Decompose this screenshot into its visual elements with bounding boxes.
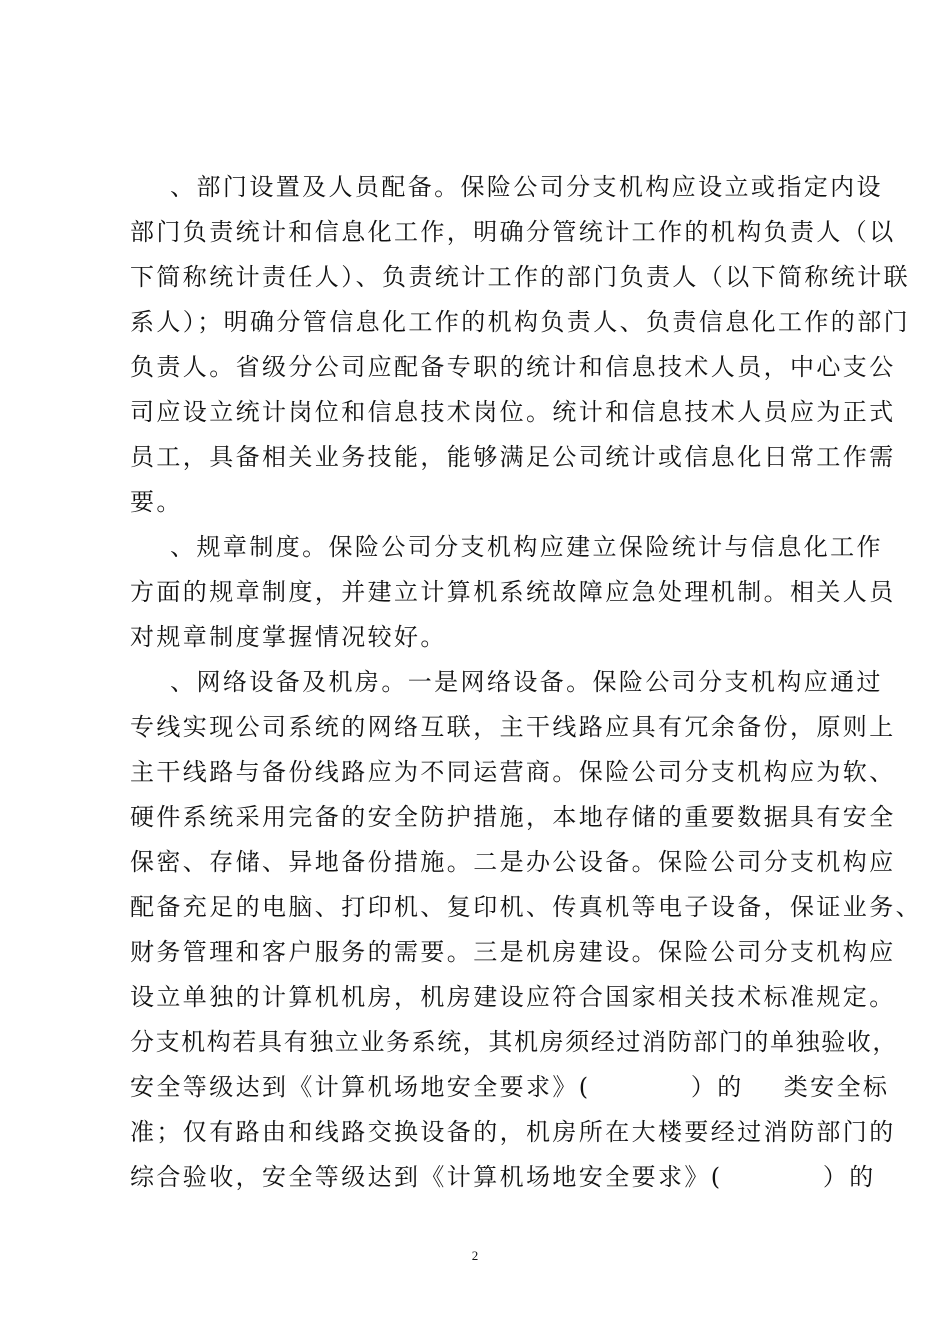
text-line: 司应设立统计岗位和信息技术岗位。统计和信息技术人员应为正式 <box>130 398 896 426</box>
text-line: 、部门设置及人员配备。保险公司分支机构应设立或指定内设 <box>130 173 883 201</box>
text-line: 专线实现公司系统的网络互联，主干线路应具有冗余备份，原则上 <box>130 713 896 741</box>
text-line: 准；仅有路由和线路交换设备的，机房所在大楼要经过消防部门的 <box>130 1118 896 1146</box>
text-line: 配备充足的电脑、打印机、复印机、传真机等电子设备，保证业务、 <box>130 893 922 921</box>
text-line: 系人）；明确分管信息化工作的机构负责人、负责信息化工作的部门 <box>130 308 910 336</box>
text-line: 分支机构若具有独立业务系统，其机房须经过消防部门的单独验收， <box>130 1028 898 1056</box>
text-line: 方面的规章制度，并建立计算机系统故障应急处理机制。相关人员 <box>130 578 896 606</box>
text-line: 设立单独的计算机机房，机房建设应符合国家相关技术标准规定。 <box>130 983 896 1011</box>
text-line: 主干线路与备份线路应为不同运营商。保险公司分支机构应为软、 <box>130 758 896 786</box>
text-line: 员工，具备相关业务技能，能够满足公司统计或信息化日常工作需 <box>130 443 896 471</box>
text-line: 综合验收，安全等级达到《计算机场地安全要求》( ）的 <box>130 1163 876 1191</box>
text-line: 、网络设备及机房。一是网络设备。保险公司分支机构应通过 <box>130 668 883 696</box>
text-line: 部门负责统计和信息化工作，明确分管统计工作的机构负责人（以 <box>130 218 896 246</box>
text-line: 负责人。省级分公司应配备专职的统计和信息技术人员，中心支公 <box>130 353 896 381</box>
text-line: 安全等级达到《计算机场地安全要求》( ）的 类安全标 <box>130 1073 890 1101</box>
text-line: 、规章制度。保险公司分支机构应建立保险统计与信息化工作 <box>130 533 883 561</box>
text-line: 下简称统计责任人）、负责统计工作的部门负责人（以下简称统计联 <box>130 263 910 291</box>
text-line: 要。 <box>130 488 183 516</box>
page-number: 2 <box>471 1248 479 1263</box>
text-line: 保密、存储、异地备份措施。二是办公设备。保险公司分支机构应 <box>130 848 896 876</box>
text-line: 财务管理和客户服务的需要。三是机房建设。保险公司分支机构应 <box>130 938 896 966</box>
text-line: 硬件系统采用完备的安全防护措施，本地存储的重要数据具有安全 <box>130 803 896 831</box>
text-line: 对规章制度掌握情况较好。 <box>130 623 447 651</box>
